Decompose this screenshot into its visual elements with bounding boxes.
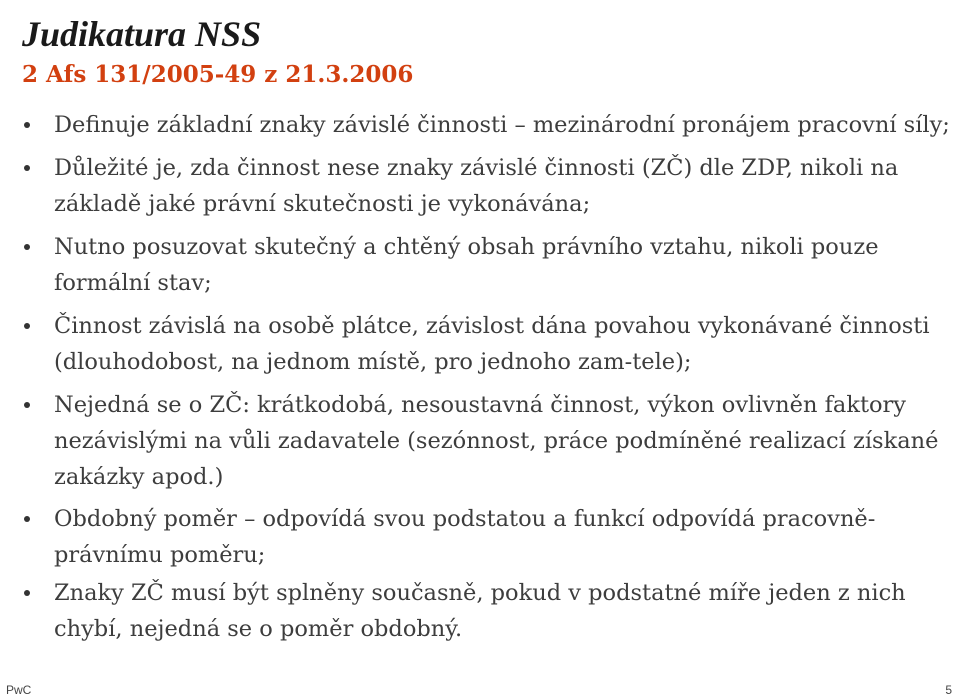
bullet-dot-icon [24,516,30,522]
bullet-text: Činnost závislá na osobě plátce, závislost dána povahou vykonávané činnosti (dlouhodobost, na jednom místě, pro jednoho zam-tele); [54,313,930,375]
bullet-text: Nutno posuzovat skutečný a chtěný obsah právního vztahu, nikoli pouze formální stav; [54,234,879,296]
bullet-item [20,387,955,495]
bullet-item [20,308,955,380]
page-number: 5 [945,683,952,697]
bullet-dot-icon [24,590,30,596]
bullet-item [20,501,955,573]
bullet-dot-icon [24,323,30,329]
bullet-list [20,107,955,654]
bullet-item [20,229,955,301]
bullet-dot-icon [24,402,30,408]
footer-brand: PwC [6,683,32,697]
bullet-text: Důležité je, zda činnost nese znaky závislé činnosti (ZČ) dle ZDP, nikoli na základě jaké právní skutečnosti je vykonávána; [54,155,899,217]
bullet-dot-icon [24,244,30,250]
bullet-text: Definuje základní znaky závislé činnosti – mezinárodní pronájem pracovní síly; [54,112,950,138]
bullet-item [20,107,955,143]
bullet-text: Obdobný poměr – odpovídá svou podstatou a funkcí odpovídá pracovně-právnímu poměru; [54,506,876,568]
slide-subtitle: 2 Afs 131/2005-49 z 21.3.2006 [22,61,414,88]
bullet-text: Nejedná se o ZČ: krátkodobá, nesoustavná činnost, výkon ovlivněn faktory nezávislými na vůli zadavatele (sezónnost, práce podmíněné realizací získané zakázky apod.) [54,392,939,490]
slide-title: Judikatura NSS [22,14,262,54]
bullet-dot-icon [24,165,30,171]
bullet-text: Znaky ZČ musí být splněny současně, pokud v podstatné míře jeden z nich chybí, nejedná se o poměr obdobný. [54,580,906,642]
bullet-item [20,150,955,222]
bullet-dot-icon [24,122,30,128]
bullet-item [20,575,955,647]
